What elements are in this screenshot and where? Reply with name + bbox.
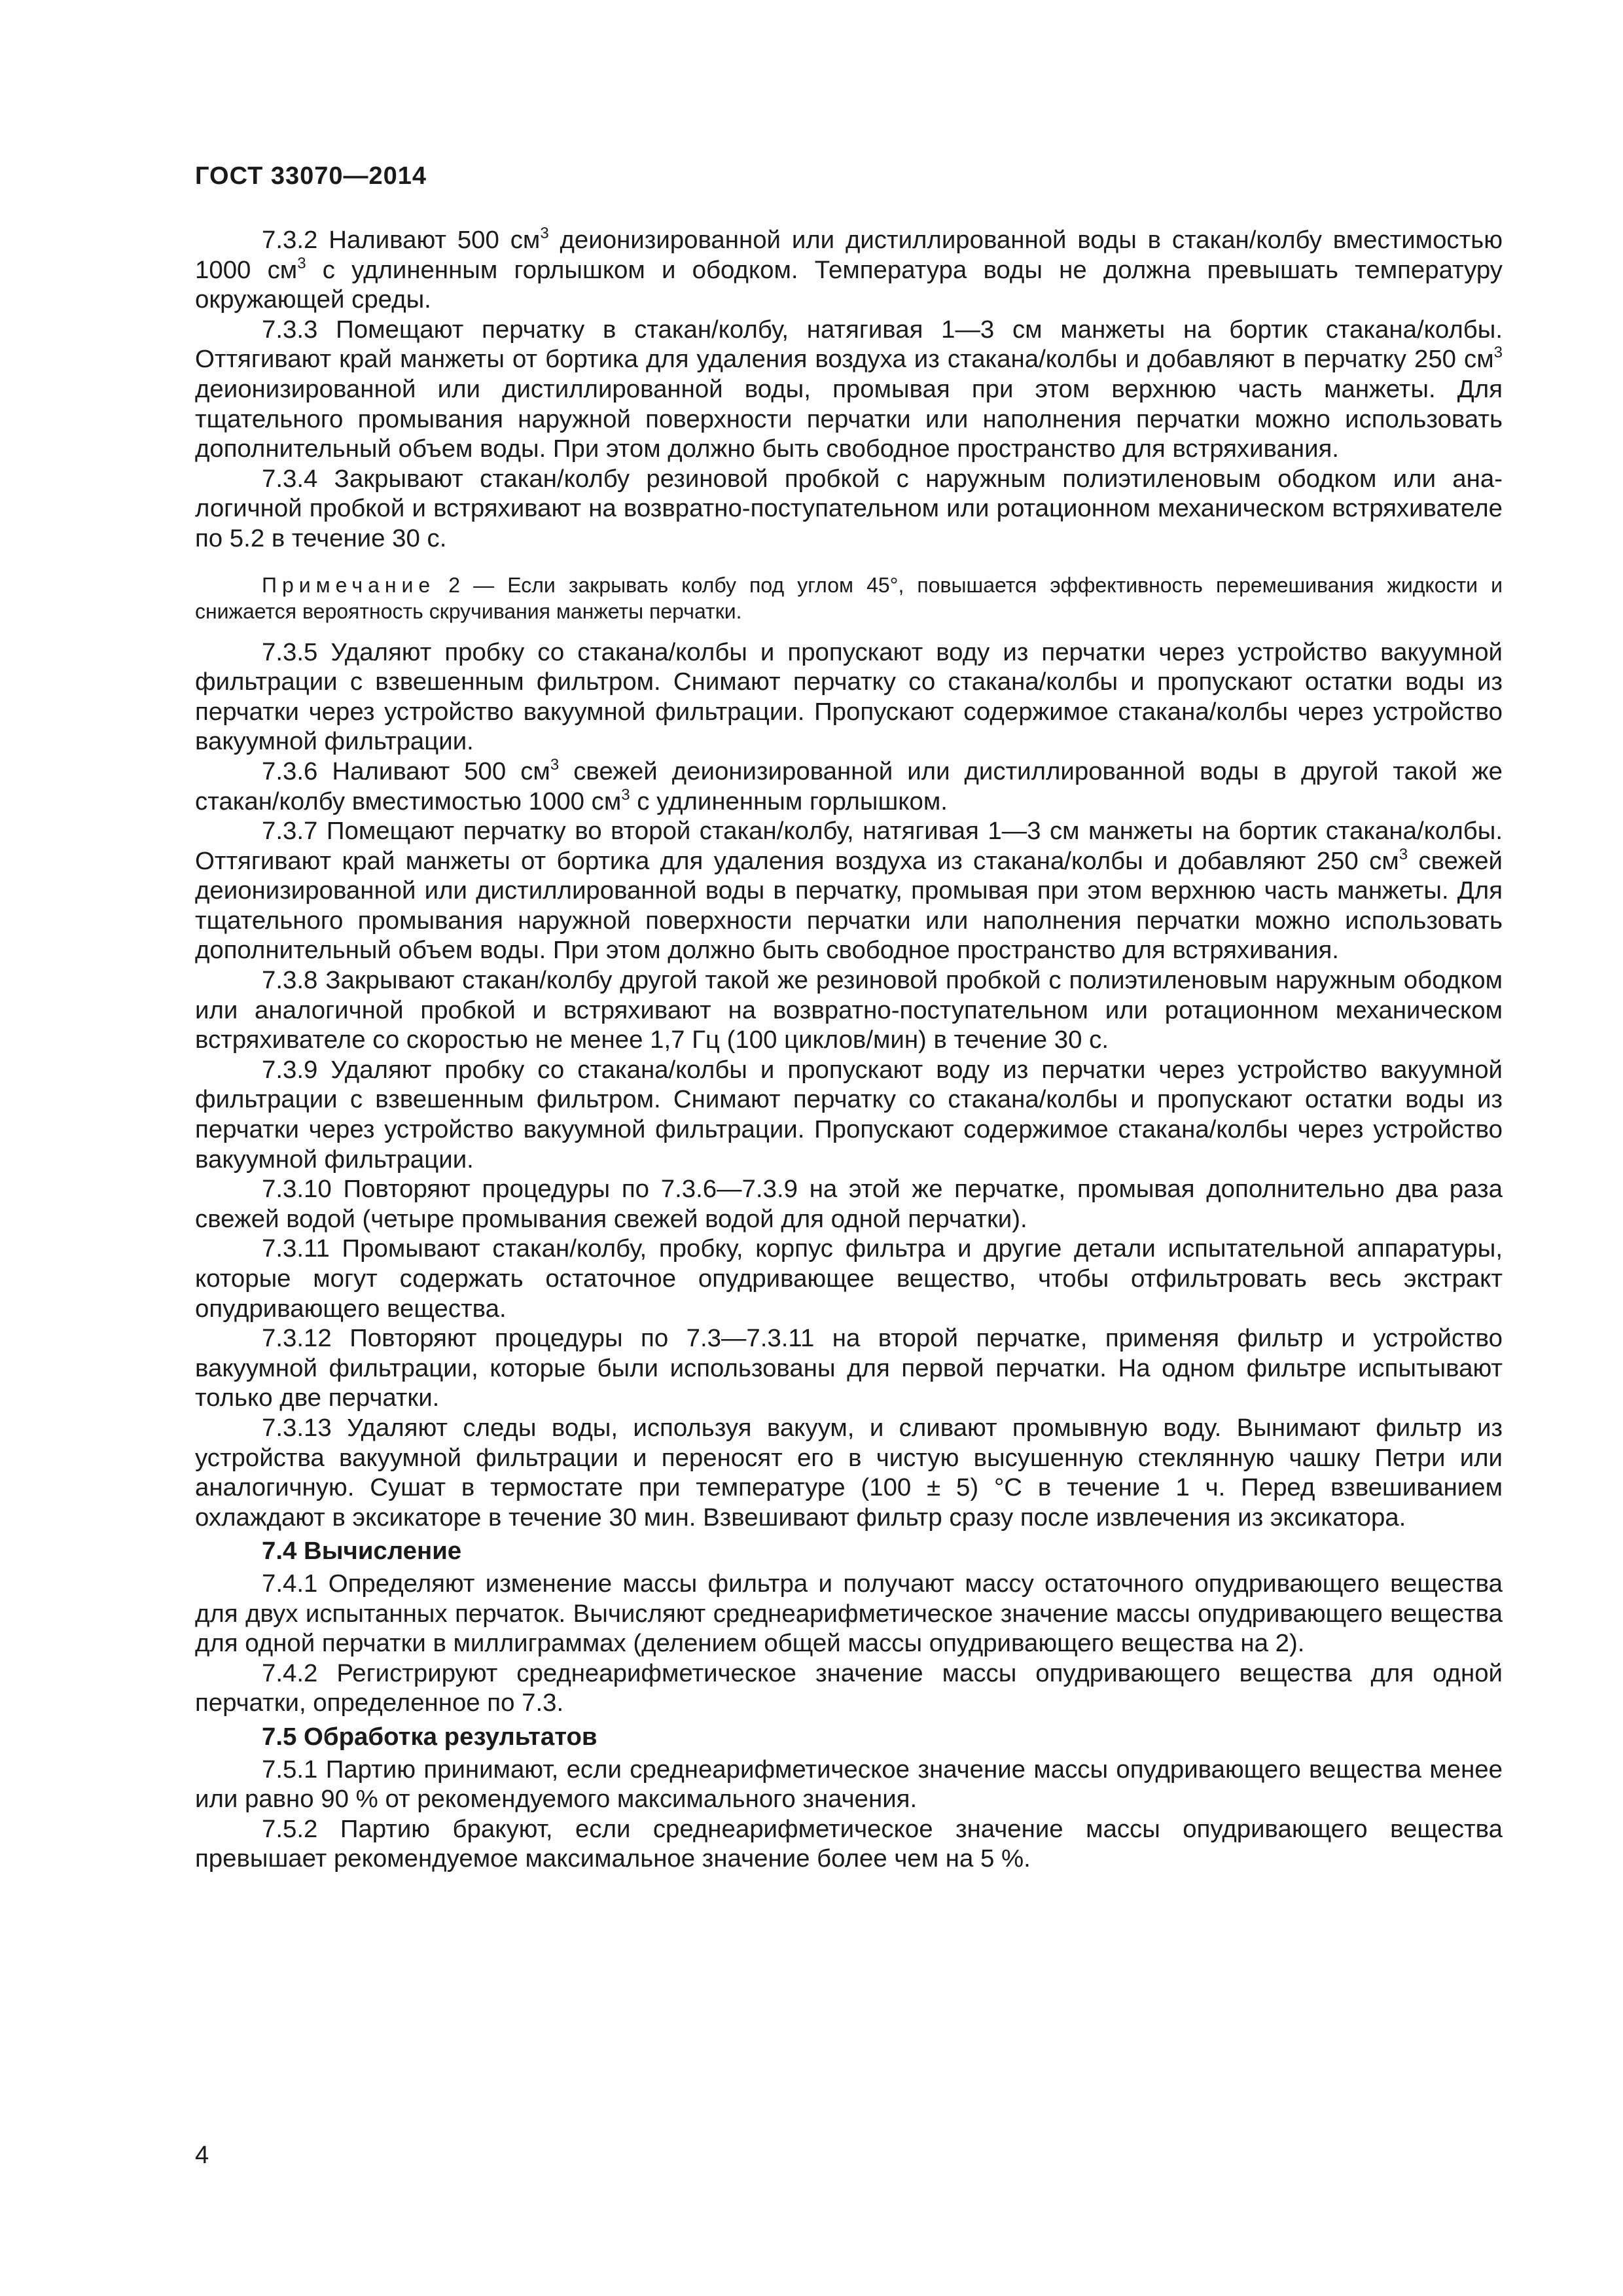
paragraph-7-3-2: 7.3.2 Наливают 500 $см^3$ деионизированной или дистиллированной воды в стакан/колбу вместимостью 1000 $см^3$ с удлиненным горлышком и ободком. Температура воды не должна превышать температуру окружающей среды. [195,224,1503,314]
paragraph-7-3-3: 7.3.3 Помещают перчатку в стакан/колбу, натягивая 1—3 см манжеты на бортик стакана/колбы. Оттягивают край манжеты от бортика для удаления воздуха из стакана/колбы и добавляют в перчатку 250 $см^3$ деионизированной или дистиллированной воды, промывая при этом верхнюю часть манжеты. Для тщательного промывания наружной поверхности перчатки или наполнения перчатки можно использовать дополнительный объем воды. При этом должно быть свободное пространство для встряхивания. [195,315,1503,463]
document-body [195,225,1503,1874]
paragraph-7-3-13: 7.3.13 Удаляют следы воды, используя вакуум, и сливают промывную воду. Вынимают фильтр из устройства вакуумной фильтрации и переносят его в чистую высушенную стеклянную чашку Петри или аналогичную. Сушат в термостате при температуре (100 ± 5) °С в течение 1 ч. Перед взвешиванием охлаждают в эксикаторе в течение 30 мин. Взвешивают фильтр сразу после извлечения из эксикатора. [195,1413,1503,1532]
paragraph-7-5-2: 7.5.2 Партию бракуют, если среднеарифметическое значение массы опудривающего вещества превышает рекомендуемое максимальное значение более чем на 5 %. [195,1814,1503,1873]
paragraph-7-3-5: 7.3.5 Удаляют пробку со стакана/колбы и пропускают воду из перчатки через устройство вакуумной фильтрации с взвешенным фильтром. Снимают перчатку со стакана/колбы и пропускают остатки воды из перчатки через устройство вакуумной фильтрации. Пропускают содержимое стакана/колбы через устройство вакуумной фильтрации. [195,637,1503,756]
page-number: 4 [195,2142,209,2169]
paragraph-7-3-9: 7.3.9 Удаляют пробку со стакана/колбы и пропускают воду из перчатки через устройство вакуумной фильтрации с взвешенным фильтром. Снимают перчатку со стакана/колбы и пропускают остатки воды из перчатки через устройство вакуумной фильтрации. Пропускают содержимое стакана/колбы через устройство вакуумной фильтрации. [195,1055,1503,1174]
paragraph-7-3-7: 7.3.7 Помещают перчатку во второй стакан/колбу, натягивая 1—3 см манжеты на бортик стакана/колбы. Оттягивают край манжеты от бортика для удаления воздуха из стакана/колбы и добавляют 250 $см^3$ свежей деионизированной или дистиллированной воды в перчатку, промывая при этом верхнюю часть манжеты. Для тщательного промывания наружной поверхности перчатки или наполнения перчатки можно использовать дополнительный объем воды. При этом должно быть свободное пространство для встряхивания. [195,817,1503,965]
section-heading-7-4: 7.4 Вычисление [262,1537,462,1566]
paragraph-7-3-6: 7.3.6 Наливают 500 $см^3$ свежей деионизированной или дистиллированной воды в другой такой же стакан/колбу вместимостью 1000 $см^3$ с удлиненным горлышком. [195,755,1503,816]
note-label: Примечание [262,573,436,597]
paragraph-7-3-12: 7.3.12 Повторяют процедуры по 7.3—7.3.11 на второй перчатке, применяя фильтр и устройство вакуумной фильтрации, которые были использованы для первой перчатки. На одном фильтре испытывают только две перчатки. [195,1324,1503,1412]
note-2 [195,572,1503,624]
paragraph-7-3-4: 7.3.4 Закрывают стакан/колбу резиновой пробкой с наружным полиэтиленовым ободком или аналогичной пробкой и встряхивают на возвратно-поступательном или ротационном механическом встряхивателе по 5.2 в течение 30 с. [195,464,1503,552]
paragraph-7-3-8: 7.3.8 Закрывают стакан/колбу другой такой же резиновой пробкой с полиэтиленовым наружным ободком или аналогичной пробкой и встряхивают на возвратно-поступательном или ротационном механическом встряхивателе со скоростью не менее 1,7 Гц (100 циклов/мин) в течение 30 с. [195,966,1503,1054]
paragraph-7-3-10: 7.3.10 Повторяют процедуры по 7.3.6—7.3.9 на этой же перчатке, промывая дополнительно два раза свежей водой (четыре промывания свежей водой для одной перчатки). [195,1175,1503,1233]
paragraph-7-3-11: 7.3.11 Промывают стакан/колбу, пробку, корпус фильтра и другие детали испытательной аппаратуры, которые могут содержать остаточное опудривающее вещество, чтобы отфильтровать весь экстракт опудривающего вещества. [195,1234,1503,1323]
section-heading-7-5: 7.5 Обработка результатов [262,1722,597,1751]
page-header: ГОСТ 33070—2014 [195,162,427,190]
paragraph-7-4-1: 7.4.1 Определяют изменение массы фильтра и получают массу остаточного опудривающего вещества для двух испытанных перчаток. Вычисляют среднеарифметическое значение массы опудривающего вещества для одной перчатки в миллиграммах (делением общей массы опудривающего вещества на 2). [195,1569,1503,1658]
paragraph-7-5-1: 7.5.1 Партию принимают, если среднеарифметическое значение массы опудривающего вещества менее или равно 90 % от рекомендуемого максимального значения. [195,1755,1503,1814]
note-text: 2 — Если закрывать колбу под углом 45°, повышается эффективность перемешивания жидкости и снижается вероятность скручивания манжеты перчатки. [195,573,1503,623]
paragraph-7-4-2: 7.4.2 Регистрируют среднеарифметическое значение массы опудривающего вещества для одной перчатки, определенное по 7.3. [195,1659,1503,1717]
